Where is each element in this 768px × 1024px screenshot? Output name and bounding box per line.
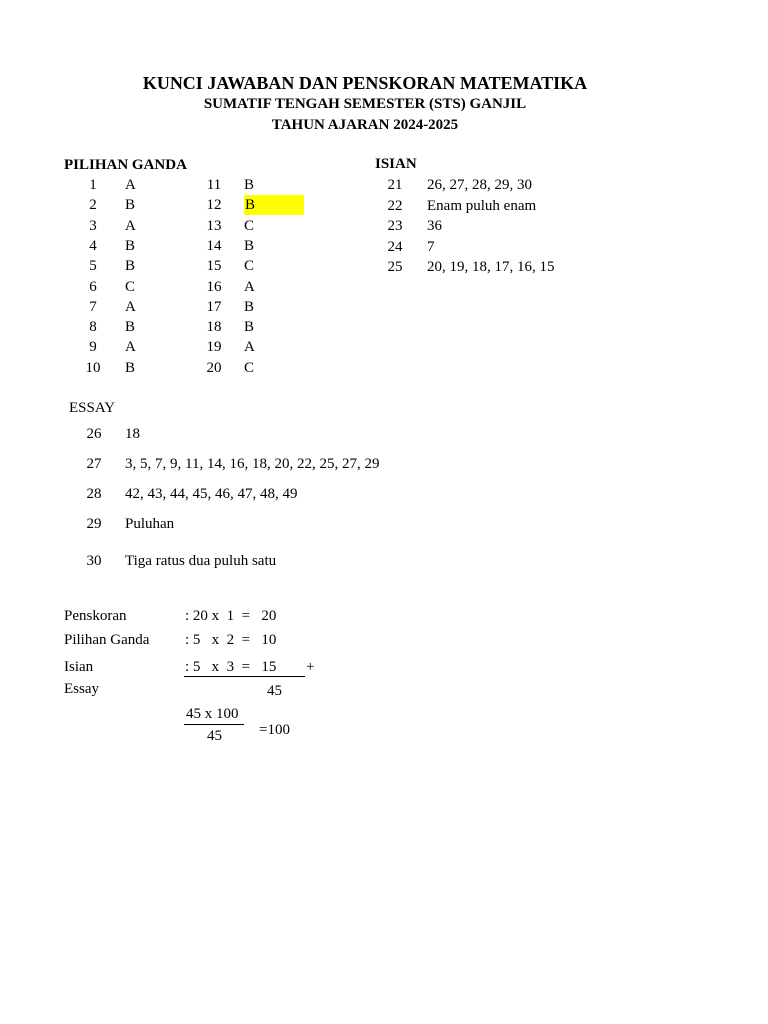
pg-number: 19 (206, 339, 222, 355)
pg-answer: A (125, 339, 136, 355)
fraction-denominator: 45 (207, 728, 222, 744)
pg-answer: B (244, 177, 255, 193)
sum-line (184, 676, 305, 677)
essay-number: 30 (86, 553, 102, 569)
label-penskoran: Penskoran (64, 608, 127, 624)
pg-answer: B (125, 258, 136, 274)
pg-answer: A (125, 218, 136, 234)
pg-number: 5 (89, 258, 97, 274)
isian-number: 23 (387, 218, 403, 234)
pg-answer: C (244, 218, 255, 234)
isian-number: 25 (387, 259, 403, 275)
final-score: =100 (259, 722, 290, 738)
pg-answer: A (244, 339, 255, 355)
pg-answer: B (125, 319, 136, 335)
essay-number: 29 (86, 516, 102, 532)
pg-number: 10 (85, 360, 101, 376)
pg-number: 3 (89, 218, 97, 234)
pg-number: 6 (89, 279, 97, 295)
pg-number: 13 (206, 218, 222, 234)
isian-number: 21 (387, 177, 403, 193)
plus-sign: + (306, 659, 315, 675)
pg-number: 16 (206, 279, 222, 295)
pg-number: 1 (89, 177, 97, 193)
isian-number: 22 (387, 198, 403, 214)
score-row-2: : 5 x 2 = 10 (185, 632, 277, 648)
score-row-1: : 20 x 1 = 20 (185, 608, 277, 624)
pg-number: 7 (89, 299, 97, 315)
label-pilihan-ganda: Pilihan Ganda (64, 632, 150, 648)
essay-answer: 18 (125, 426, 140, 442)
essay-answer: 3, 5, 7, 9, 11, 14, 16, 18, 20, 22, 25, 27, 29 (125, 456, 380, 472)
pg-number: 17 (206, 299, 222, 315)
pg-answer: B (244, 238, 255, 254)
score-row-3: : 5 x 3 = 15 (185, 659, 277, 675)
page-title: KUNCI JAWABAN DAN PENSKORAN MATEMATIKA (142, 73, 588, 93)
pg-answer: B (244, 299, 255, 315)
essay-answer: Puluhan (125, 516, 175, 532)
pg-number: 15 (206, 258, 222, 274)
label-essay: Essay (64, 681, 99, 697)
isian-answer: Enam puluh enam (427, 198, 537, 214)
isian-answer: 26, 27, 28, 29, 30 (427, 177, 532, 193)
pg-number: 11 (206, 177, 222, 193)
isian-answer: 36 (427, 218, 442, 234)
pg-answer: B (125, 197, 136, 213)
pg-answer: A (125, 177, 136, 193)
isian-heading: ISIAN (375, 156, 417, 172)
fraction-line (184, 724, 244, 725)
pg-answer: B (125, 360, 136, 376)
essay-answer: 42, 43, 44, 45, 46, 47, 48, 49 (125, 486, 298, 502)
pg-answer-highlighted: B (244, 195, 304, 215)
isian-answer: 20, 19, 18, 17, 16, 15 (427, 259, 555, 275)
pg-answer: A (244, 279, 255, 295)
pg-answer: B (125, 238, 136, 254)
pg-number: 4 (89, 238, 97, 254)
isian-number: 24 (387, 239, 403, 255)
pg-number: 8 (89, 319, 97, 335)
label-isian: Isian (64, 659, 94, 675)
essay-number: 27 (86, 456, 102, 472)
pg-answer: C (244, 360, 255, 376)
essay-number: 28 (86, 486, 102, 502)
score-total: 45 (267, 683, 282, 699)
pg-number: 2 (89, 197, 97, 213)
pg-answer: A (125, 299, 136, 315)
pilihan-ganda-heading: PILIHAN GANDA (64, 157, 187, 173)
pg-answer: B (244, 319, 255, 335)
academic-year: TAHUN AJARAN 2024-2025 (271, 117, 459, 133)
essay-heading: ESSAY (69, 400, 116, 416)
pg-number: 14 (206, 238, 222, 254)
pg-answer: C (125, 279, 136, 295)
page-subtitle: SUMATIF TENGAH SEMESTER (STS) GANJIL (203, 96, 527, 112)
pg-answer: C (244, 258, 255, 274)
pg-number: 18 (206, 319, 222, 335)
fraction-numerator: 45 x 100 (186, 706, 239, 722)
essay-answer: Tiga ratus dua puluh satu (125, 553, 277, 569)
pg-number: 9 (89, 339, 97, 355)
isian-answer: 7 (427, 239, 435, 255)
pg-number: 12 (206, 197, 222, 213)
pg-number: 20 (206, 360, 222, 376)
essay-number: 26 (86, 426, 102, 442)
